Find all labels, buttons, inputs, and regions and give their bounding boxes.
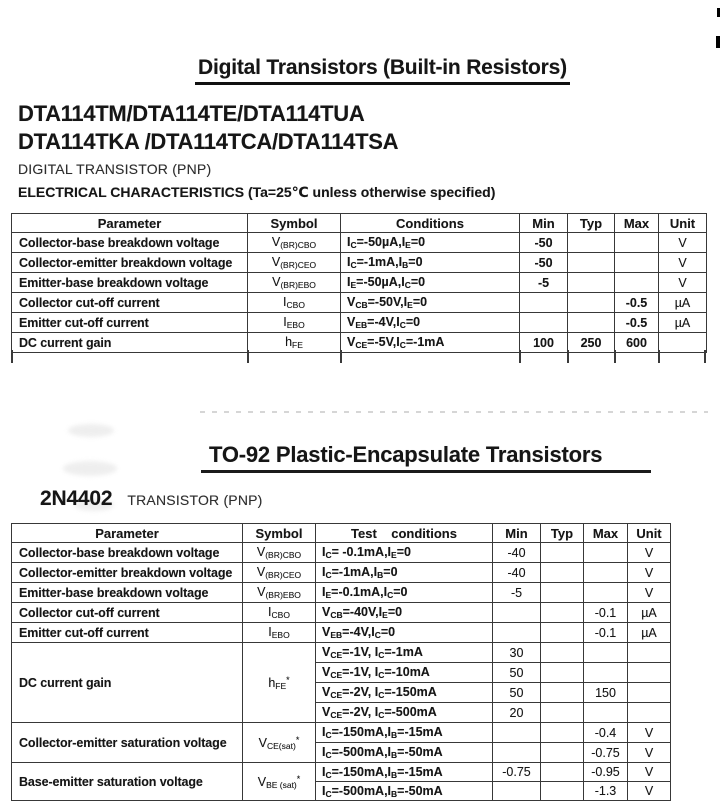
typ-cell	[541, 683, 584, 703]
table-row	[12, 563, 671, 583]
conditions-cell: $I_C=-1mA,I_B=0$	[341, 253, 520, 273]
unit-cell: V	[628, 723, 671, 743]
unit-cell: V	[628, 763, 671, 782]
symbol-cell: $V_{(BR)CBO}$	[248, 233, 341, 253]
typ-cell	[541, 643, 584, 663]
section2-title: TO-92 Plastic-Encapsulate Transistors	[209, 442, 603, 467]
table-header-row	[12, 524, 671, 543]
min-cell: -5	[493, 583, 541, 603]
conditions-cell: $V_{CE}=-5V,I_C=-1mA$	[341, 333, 520, 353]
section1-device-type: DIGITAL TRANSISTOR (PNP)	[18, 161, 212, 177]
col-header-typ: Typ	[541, 524, 584, 543]
conditions-cell: $I_C=-500mA,I_B=-50mA$	[316, 743, 493, 763]
max-cell	[584, 563, 628, 583]
conditions-cell: $V_{CE}=-2V$, $I_C=-150mA$	[316, 683, 493, 703]
min-cell	[493, 623, 541, 643]
conditions-cell: $V_{CB}=-50V,I_E=0$	[341, 293, 520, 313]
scan-edge-mark-bottom	[716, 36, 720, 48]
parameter-cell: Collector-base breakdown voltage	[12, 543, 243, 563]
min-cell: 20	[493, 703, 541, 723]
col-header-conditions: Conditions	[341, 214, 520, 233]
symbol-cell: $I_{EBO}$	[243, 623, 316, 643]
min-cell	[493, 743, 541, 763]
unit-cell: µA	[659, 293, 707, 313]
section1-title: Digital Transistors (Built-in Resistors)	[195, 56, 570, 85]
max-cell: 600	[615, 333, 659, 353]
unit-cell: V	[628, 563, 671, 583]
part-number: 2N4402	[40, 487, 113, 510]
max-cell: 150	[584, 683, 628, 703]
max-cell	[584, 543, 628, 563]
min-cell: 50	[493, 683, 541, 703]
typ-cell	[541, 743, 584, 763]
table-row	[12, 313, 707, 333]
symbol-cell: $I_{CBO}$	[243, 603, 316, 623]
symbol-cell: $h_{FE}$	[248, 333, 341, 353]
table-row	[12, 723, 671, 743]
col-header-max: Max	[584, 524, 628, 543]
table-row	[12, 643, 671, 663]
conditions-cell: $V_{EB}=-4V,I_C=0$	[316, 623, 493, 643]
conditions-cell: $I_C=-50\mu A,I_E=0$	[341, 233, 520, 253]
unit-cell: µA	[659, 313, 707, 333]
min-cell	[520, 313, 568, 333]
parameter-cell: Emitter-base breakdown voltage	[12, 583, 243, 603]
col-header-unit: Unit	[628, 524, 671, 543]
unit-cell: µA	[628, 623, 671, 643]
scan-smudge	[68, 424, 114, 437]
min-cell: -40	[493, 563, 541, 583]
table-row	[12, 763, 671, 782]
max-cell	[615, 233, 659, 253]
min-cell	[493, 603, 541, 623]
typ-cell	[568, 313, 615, 333]
min-cell: -0.75	[493, 763, 541, 782]
unit-cell: V	[659, 253, 707, 273]
conditions-cell: $I_C=-500mA,I_B=-50mA$	[316, 782, 493, 801]
conditions-cell: $I_E=-50\mu A,I_C=0$	[341, 273, 520, 293]
typ-cell	[568, 273, 615, 293]
symbol-cell: $h_{FE}^*$	[243, 643, 316, 723]
parameter-cell: Emitter-base breakdown voltage	[12, 273, 248, 293]
unit-cell	[628, 663, 671, 683]
characteristics-heading: ELECTRICAL CHARACTERISTICS (Ta=25℃ unless otherwise specified)	[18, 184, 496, 200]
table-row	[12, 603, 671, 623]
col-header-test-conditions: Test conditions	[316, 524, 493, 543]
min-cell: -50	[520, 233, 568, 253]
typ-cell	[541, 663, 584, 683]
unit-cell: V	[628, 583, 671, 603]
part-number-row	[40, 487, 263, 511]
conditions-cell: $I_C=-150mA,I_B=-15mA$	[316, 723, 493, 743]
max-cell: -0.5	[615, 293, 659, 313]
max-cell	[615, 253, 659, 273]
symbol-cell: $V_{(BR)CEO}$	[248, 253, 341, 273]
parameter-cell: Collector-emitter breakdown voltage	[12, 563, 243, 583]
part-numbers-line1: DTA114TM/DTA114TE/DTA114TUA	[18, 101, 365, 126]
typ-cell	[541, 543, 584, 563]
max-cell: -0.1	[584, 623, 628, 643]
conditions-cell: $V_{CB}=-40V,I_E=0$	[316, 603, 493, 623]
table-row	[12, 583, 671, 603]
max-cell	[584, 703, 628, 723]
max-cell: -0.1	[584, 603, 628, 623]
electrical-characteristics-table	[11, 213, 707, 353]
typ-cell	[541, 763, 584, 782]
typ-cell	[568, 233, 615, 253]
table-header-row	[12, 214, 707, 233]
conditions-cell: $V_{CE}=-2V$, $I_C=-500mA$	[316, 703, 493, 723]
part-numbers	[18, 100, 398, 156]
col-header-unit: Unit	[659, 214, 707, 233]
min-cell: -40	[493, 543, 541, 563]
parameter-cell: DC current gain	[12, 643, 243, 723]
typ-cell	[568, 293, 615, 313]
table-row	[12, 233, 707, 253]
col-header-typ: Typ	[568, 214, 615, 233]
symbol-cell: $V_{BE (sat)}^*$	[243, 763, 316, 801]
min-cell	[493, 782, 541, 801]
scan-smudge	[63, 461, 117, 476]
typ-cell	[541, 703, 584, 723]
max-cell	[584, 663, 628, 683]
col-header-parameter: Parameter	[12, 214, 248, 233]
conditions-cell: $I_C=-150mA,I_B=-15mA$	[316, 763, 493, 782]
symbol-cell: $V_{(BR)EBO}$	[243, 583, 316, 603]
col-header-symbol: Symbol	[248, 214, 341, 233]
test-conditions-table	[11, 523, 671, 801]
unit-cell: V	[659, 273, 707, 293]
symbol-cell: $V_{CE(sat)}^*$	[243, 723, 316, 763]
unit-cell	[628, 643, 671, 663]
table-row	[12, 293, 707, 313]
min-cell	[493, 723, 541, 743]
max-cell: -0.5	[615, 313, 659, 333]
col-header-min: Min	[520, 214, 568, 233]
typ-cell	[541, 563, 584, 583]
parameter-cell: Collector-emitter saturation voltage	[12, 723, 243, 763]
min-cell: -50	[520, 253, 568, 273]
typ-cell	[541, 782, 584, 801]
part-numbers-line2: DTA114TKA /DTA114TCA/DTA114TSA	[18, 129, 399, 154]
typ-cell	[541, 723, 584, 743]
max-cell: -1.3	[584, 782, 628, 801]
unit-cell	[628, 703, 671, 723]
conditions-cell: $I_E=-0.1mA,I_C=0$	[316, 583, 493, 603]
symbol-cell: $V_{(BR)EBO}$	[248, 273, 341, 293]
col-header-symbol: Symbol	[243, 524, 316, 543]
max-cell: -0.95	[584, 763, 628, 782]
symbol-cell: $I_{CBO}$	[248, 293, 341, 313]
parameter-cell: Collector cut-off current	[12, 603, 243, 623]
col-header-parameter: Parameter	[12, 524, 243, 543]
min-cell: -5	[520, 273, 568, 293]
col-header-min: Min	[493, 524, 541, 543]
parameter-cell: DC current gain	[12, 333, 248, 353]
table-row	[12, 543, 671, 563]
unit-cell: V	[659, 233, 707, 253]
conditions-cell: $I_C=-1mA,I_B=0$	[316, 563, 493, 583]
symbol-cell: $V_{(BR)CBO}$	[243, 543, 316, 563]
parameter-cell: Base-emitter saturation voltage	[12, 763, 243, 801]
symbol-cell: $I_{EBO}$	[248, 313, 341, 333]
max-cell	[584, 643, 628, 663]
unit-cell: V	[628, 782, 671, 801]
min-cell	[520, 293, 568, 313]
min-cell: 50	[493, 663, 541, 683]
conditions-cell: $I_C= -0.1mA,I_E=0$	[316, 543, 493, 563]
max-cell: -0.75	[584, 743, 628, 763]
section2-title-underline	[201, 470, 651, 473]
table-row	[12, 273, 707, 293]
unit-cell	[628, 683, 671, 703]
typ-cell: 250	[568, 333, 615, 353]
parameter-cell: Emitter cut-off current	[12, 623, 243, 643]
max-cell	[584, 583, 628, 603]
parameter-cell: Collector-emitter breakdown voltage	[12, 253, 248, 273]
min-cell: 30	[493, 643, 541, 663]
conditions-cell: $V_{EB}=-4V,I_C=0$	[341, 313, 520, 333]
parameter-cell: Collector-base breakdown voltage	[12, 233, 248, 253]
scan-dashed-artifact	[200, 411, 708, 413]
unit-cell: µA	[628, 603, 671, 623]
unit-cell: V	[628, 543, 671, 563]
typ-cell	[568, 253, 615, 273]
parameter-cell: Emitter cut-off current	[12, 313, 248, 333]
parameter-cell: Collector cut-off current	[12, 293, 248, 313]
max-cell	[615, 273, 659, 293]
clipped-row-stub	[11, 350, 706, 363]
conditions-cell: $V_{CE}=-1V$, $I_C=-1mA$	[316, 643, 493, 663]
symbol-cell: $V_{(BR)CEO}$	[243, 563, 316, 583]
conditions-cell: $V_{CE}=-1V$, $I_C=-10mA$	[316, 663, 493, 683]
table-row	[12, 253, 707, 273]
typ-cell	[541, 583, 584, 603]
typ-cell	[541, 603, 584, 623]
min-cell: 100	[520, 333, 568, 353]
unit-cell: V	[628, 743, 671, 763]
col-header-max: Max	[615, 214, 659, 233]
section2-device-type: TRANSISTOR (PNP)	[127, 492, 263, 508]
table-row	[12, 623, 671, 643]
typ-cell	[541, 623, 584, 643]
max-cell: -0.4	[584, 723, 628, 743]
